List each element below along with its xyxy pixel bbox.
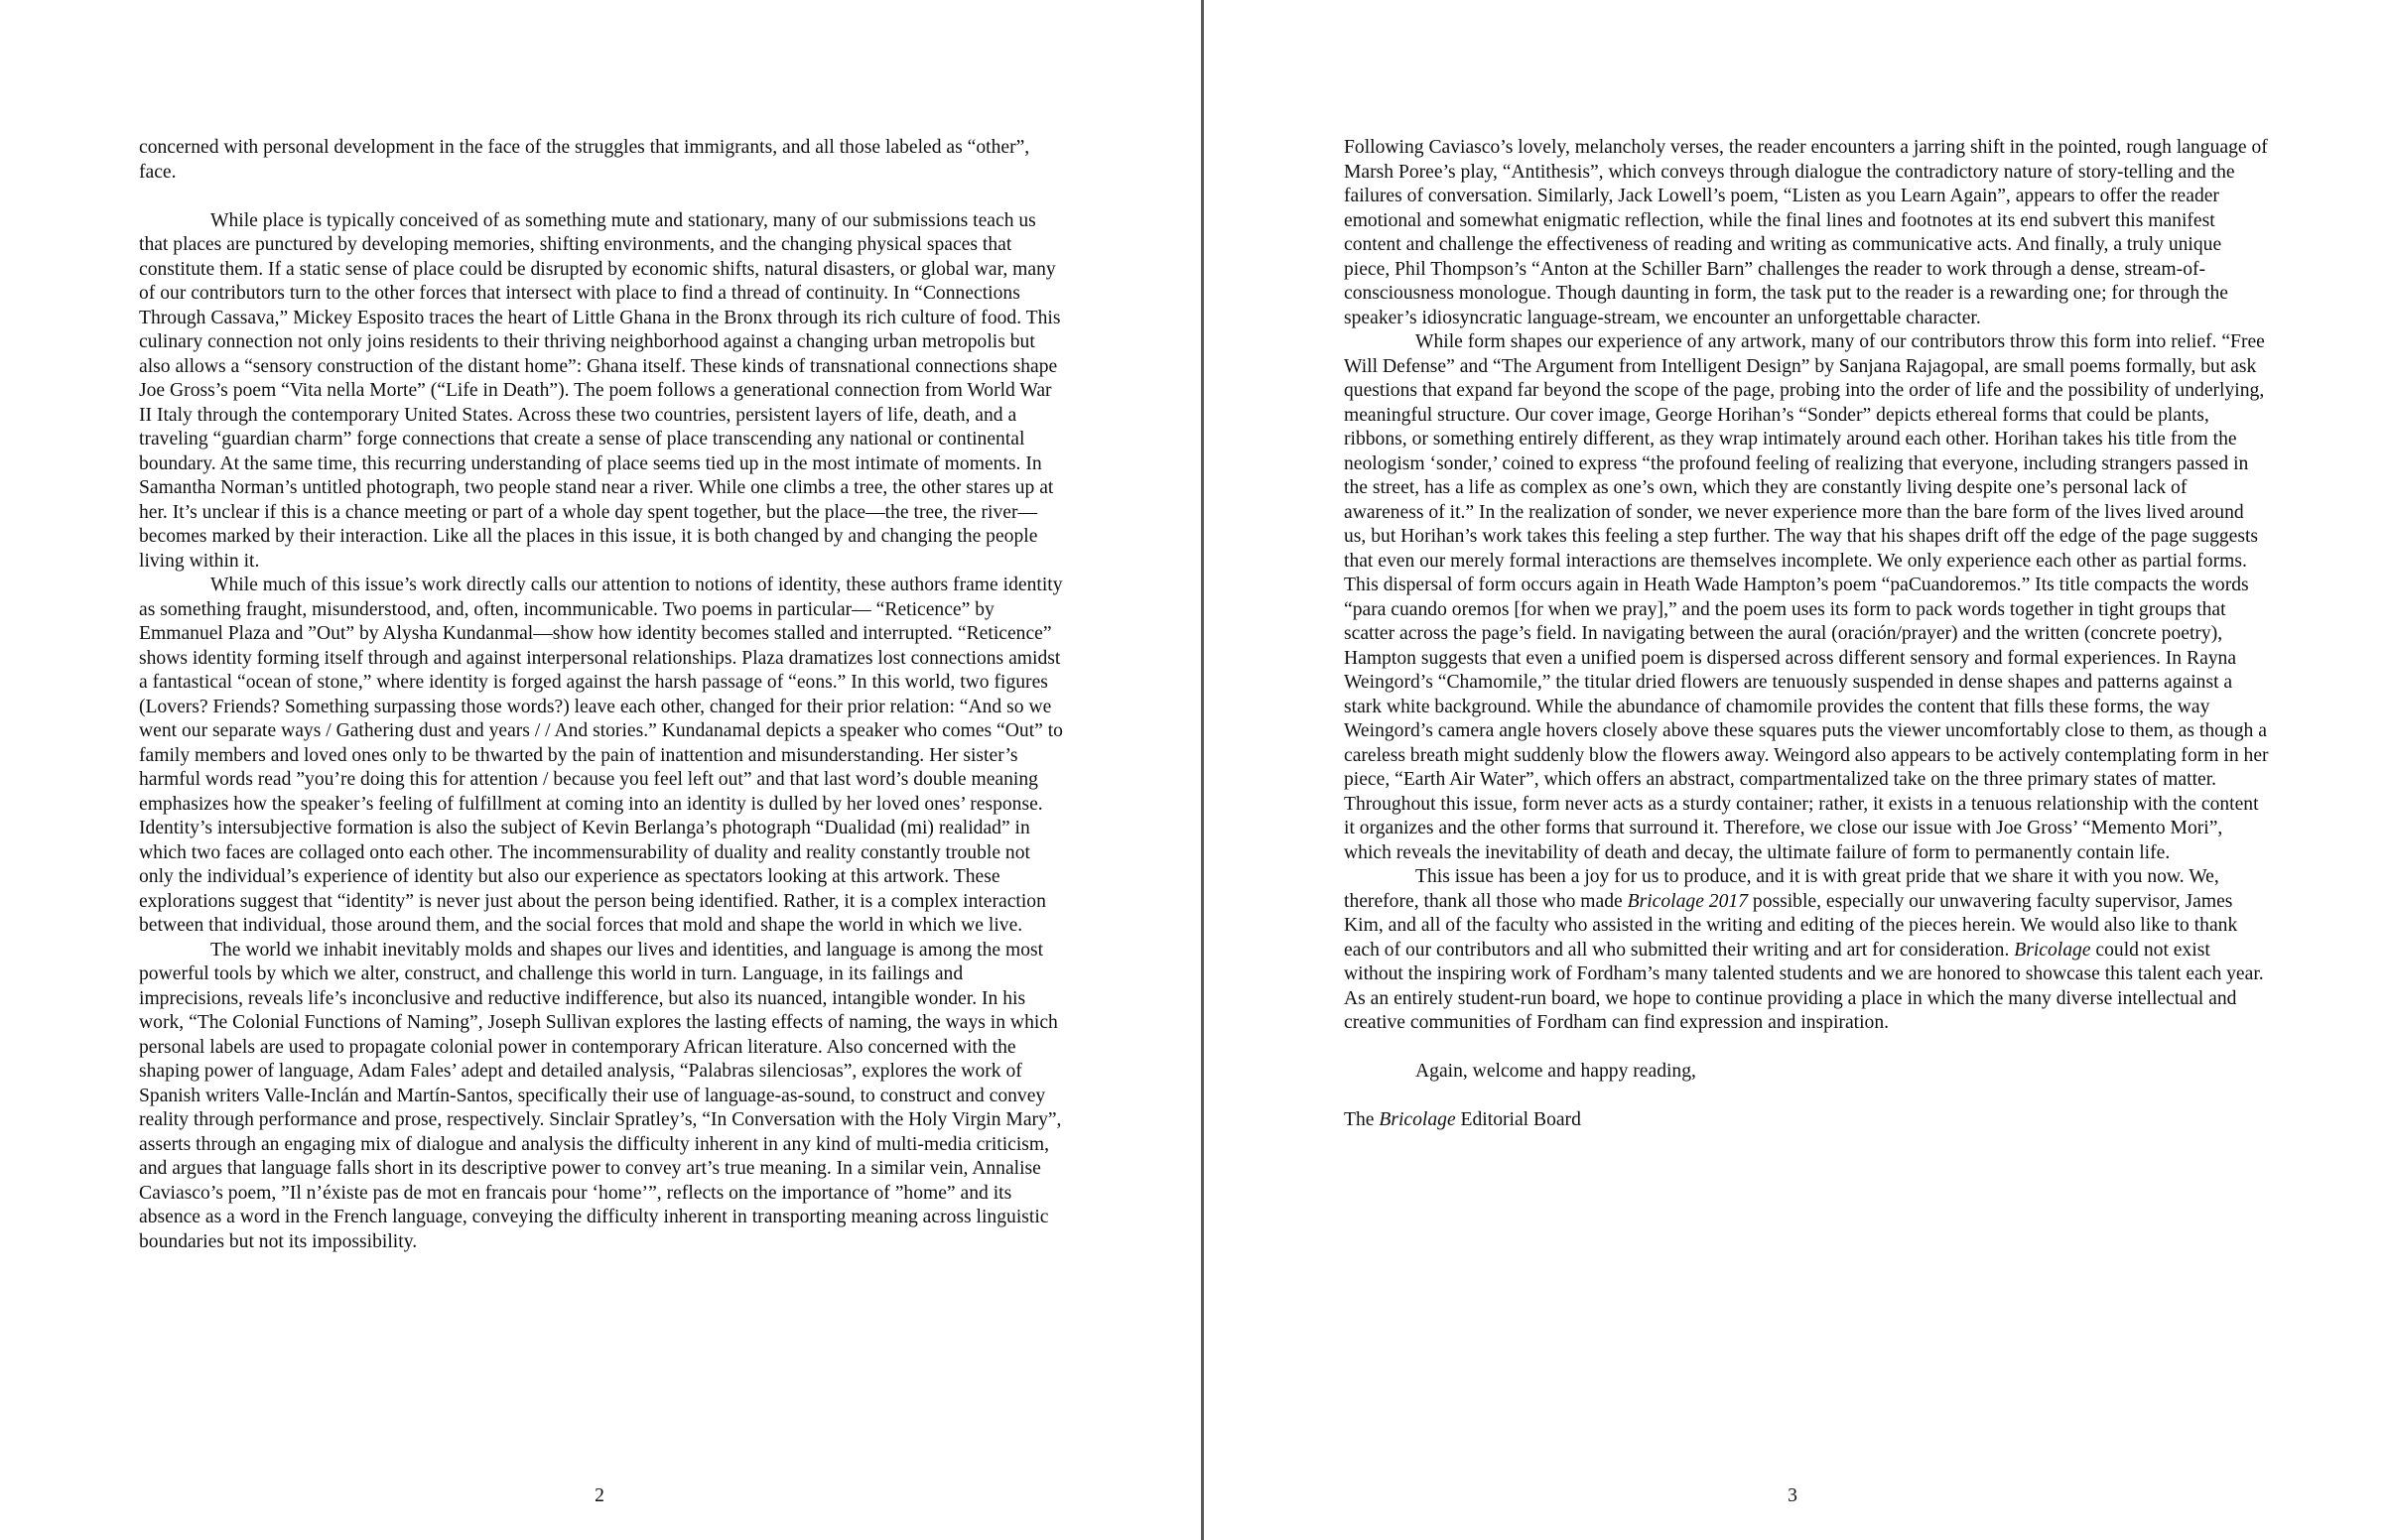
page-number: 3 <box>1788 1485 1797 1506</box>
journal-title: Bricolage <box>2014 939 2091 961</box>
right-page-body <box>1344 136 2269 1133</box>
page-number: 2 <box>595 1485 604 1506</box>
text-run: This issue has been a joy for us to produce, and it is with great pride that we share it with you now. We, therefore, thank all those who made <box>1344 866 2219 912</box>
page-divider <box>1201 0 1204 1540</box>
journal-title: Bricolage <box>1379 1109 1456 1130</box>
paragraph: The world we inhabit inevitably molds and shapes our lives and identities, and language is among the most powerful tools by which we alter, construct, and challenge this world in turn. Language, in its failings and imprecisions, reveals life’s inconclusive and reductive indifference, but also its nuanced, intangible wonder. In his work, “The Colonial Functions of Naming”, Joseph Sullivan explores the lasting effects of naming, the ways in which personal labels are used to propagate colonial power in contemporary African literature. Also concerned with the shaping power of language, Adam Fales’ adept and detailed analysis, “Palabras silenciosas”, explores the work of Spanish writers Valle-Inclán and Martín-Santos, specifically their use of language-as-sound, to construct and convey reality through performance and prose, respectively. Sinclair Spratley’s, “In Conversation with the Holy Virgin Mary”, asserts through an engaging mix of dialogue and analysis the difficulty inherent in any kind of multi-media criticism, and argues that language falls short in its descriptive power to convey art’s true meaning. In a similar vein, Annalise Caviasco’s poem, ”Il n’éxiste pas de mot en francais pour ‘home’”, reflects on the importance of ”home” and its absence as a word in the French language, conveying the difficulty inherent in transporting meaning across linguistic boundaries but not its impossibility. <box>139 939 1062 1252</box>
paragraph: While form shapes our experience of any artwork, many of our contributors throw this form into relief. “Free Will Defense” and “The Argument from Intelligent Design” by Sanjana Rajagopal, are small poems formally, but ask questions that expand far beyond the scope of the page, probing into the order of life and the possibility of underlying, meaningful structure. Our cover image, George Horihan’s “Sonder” depicts ethereal forms that could be plants, ribbons, or something entirely different, as they wrap intimately around each other. Horihan takes his title from the neologism ‘sonder,’ coined to express “the profound feeling of realizing that everyone, including strangers passed in the street, has a life as complex as one’s own, which they are constantly living despite one’s personal lack of awareness of it.” In the realization of sonder, we never experience more than the bare form of the lives lived around us, but Horihan’s work takes this feeling a step further. The way that his shapes drift off the edge of the page suggests that even our merely formal interactions are themselves incomplete. We only experience each other as partial forms. This dispersal of form occurs again in Heath Wade Hampton’s poem “paCuandoremos.” Its title compacts the words “para cuando oremos [for when we pray],” and the poem uses its form to pack words together in tight groups that scatter across the page’s field. In navigating between the aural (oración/prayer) and the written (concrete poetry), Hampton suggests that even a unified poem is dispersed across different sensory and formal experiences. In Rayna Weingord’s “Chamomile,” the titular dried flowers are tenuously suspended in dense shapes and patterns against a stark white background. While the abundance of chamomile provides the content that fills these forms, the way Weingord’s camera angle hovers closely above these squares puts the viewer uncomfortably close to them, as though a careless breath might suddenly blow the flowers away. Weingord also appears to be actively contemplating form in her piece, “Earth Air Water”, which offers an abstract, compartmentalized take on the three primary states of matter. Throughout this issue, form never acts as a sturdy container; rather, it exists in a tenuous relationship with the content it organizes and the other forms that surround it. Therefore, we close our issue with Joe Gross’ “Memento Mori”, which reveals the inevitability of death and decay, the ultimate failure of form to permanently contain life. <box>1344 331 2269 863</box>
text-run: possible, especially our unwavering faculty supervisor, James Kim, and all of the faculty who assisted in the writing and editing of the pieces herein. We would also like to thank each of our contributors and all who submitted their writing and art for consideration. <box>1344 890 2238 961</box>
acknowledgements-paragraph <box>1344 865 2269 1036</box>
text-run: The <box>1344 1109 1380 1130</box>
right-page <box>1205 0 2390 1540</box>
paragraph: concerned with personal development in the face of the struggles that immigrants, and all those labeled as “other”, face. <box>139 137 1030 183</box>
left-page-body <box>139 136 1064 1254</box>
paragraph: While place is typically conceived of as something mute and stationary, many of our submissions teach us that places are punctured by developing memories, shifting environments, and the changing physical spaces that constitute them. If a static sense of place could be disrupted by economic shifts, natural disasters, or global war, many of our contributors turn to the other forces that intersect with place to find a thread of continuity. In “Connections Through Cassava,” Mickey Esposito traces the heart of Little Ghana in the Bronx through its rich culture of food. This culinary connection not only joins residents to their thriving neighborhood against a changing urban metropolis but also allows a “sensory construction of the distant home”: Ghana itself. These kinds of transnational connections shape Joe Gross’s poem “Vita nella Morte” (“Life in Death”). The poem follows a generational connection from World War II Italy through the contemporary United States. Across these two countries, persistent layers of life, death, and a traveling “guardian charm” forge connections that create a sense of place transcending any national or continental boundary. At the same time, this recurring understanding of place seems tied up in the most intimate of moments. In Samantha Norman’s untitled photograph, two people stand near a river. While one climbs a tree, the other stares up at her. It’s unclear if this is a chance meeting or part of a whole day spent together, but the place—the tree, the river—becomes marked by their interaction. Like all the places in this issue, it is both changed by and changing the people living within it. <box>139 209 1061 572</box>
paragraph: Following Caviasco’s lovely, melancholy verses, the reader encounters a jarring shift in the pointed, rough language of Marsh Poree’s play, “Antithesis”, which conveys through dialogue the contradictory nature of story-telling and the failures of conversation. Similarly, Jack Lowell’s poem, “Listen as you Learn Again”, appears to offer the reader emotional and somewhat enigmatic reflection, while the final lines and footnotes at its end subvert this manifest content and challenge the effectiveness of reading and writing as communicative acts. And finally, a truly unique piece, Phil Thompson’s “Anton at the Schiller Barn” challenges the reader to work through a dense, stream-of-consciousness monologue. Though daunting in form, the task put to the reader is a rewarding one; for through the speaker’s idiosyncratic language-stream, we encounter an unforgettable character. <box>1344 137 2268 328</box>
signature <box>1344 1108 2269 1133</box>
closing-line: Again, welcome and happy reading, <box>1415 1061 1696 1082</box>
journal-title: Bricolage 2017 <box>1627 890 1748 912</box>
paragraph: While much of this issue’s work directly calls our attention to notions of identity, these authors frame identity as something fraught, misunderstood, and, often, incommunicable. Two poems in particular— “Reticence” by Emmanuel Plaza and ”Out” by Alysha Kundanmal—show how identity becomes stalled and interrupted. “Reticence” shows identity forming itself through and against interpersonal relationships. Plaza dramatizes lost connections amidst a fantastical “ocean of stone,” where identity is forged against the harsh passage of “eons.” In this world, two figures (Lovers? Friends? Something surpassing those words?) leave each other, changed for their prior relation: “And so we went our separate ways / Gathering dust and years / / And stories.” Kundanamal depicts a speaker who comes “Out” to family members and loved ones only to be thwarted by the pain of inattention and misunderstanding. Her sister’s harmful words read ”you’re doing this for attention / because you feel left out” and that last word’s double meaning emphasizes how the speaker’s feeling of fulfillment at coming into an identity is dulled by her loved ones’ response. Identity’s intersubjective formation is also the subject of Kevin Berlanga’s photograph “Dualidad (mi) realidad” in which two faces are collaged onto each other. The incommensurability of duality and reality constantly trouble not only the individual’s experience of identity but also our experience as spectators looking at this artwork. These explorations suggest that “identity” is never just about the person being identified. Rather, it is a complex interaction between that individual, those around them, and the social forces that mold and shape the world in which we live. <box>139 575 1063 936</box>
text-run: Editorial Board <box>1455 1109 1581 1130</box>
text-run: could not exist without the inspiring work of Fordham’s many talented students and we are honored to showcase this talent each year. As an entirely student-run board, we hope to continue providing a place in which the many diverse intellectual and creative communities of Fordham can find expression and inspiration. <box>1344 939 2264 1033</box>
